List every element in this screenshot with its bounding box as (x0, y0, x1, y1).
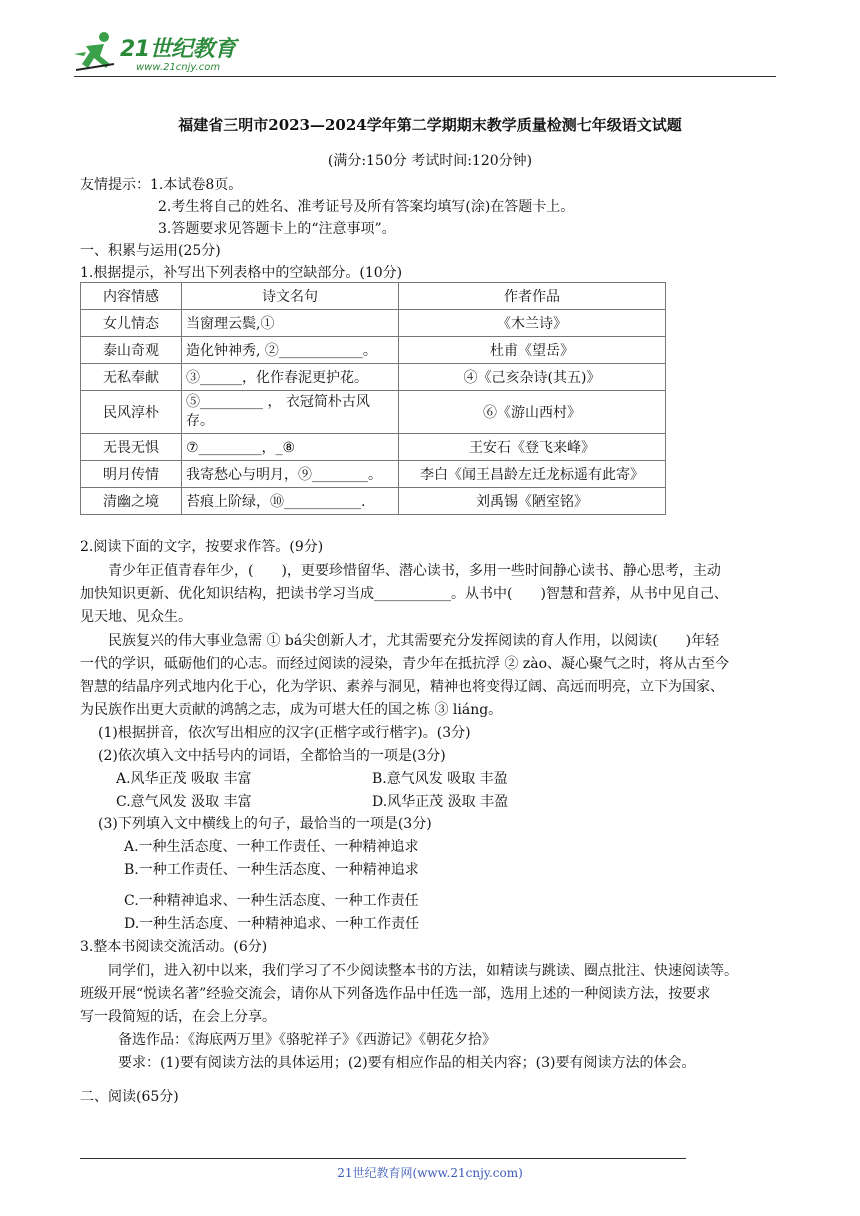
table-cell: ③______，化作春泥更护花。 (182, 364, 399, 391)
table-cell: 女儿情态 (81, 310, 182, 337)
table-row (81, 310, 666, 337)
header-divider (74, 76, 776, 77)
q2-para1-line1: 青少年正值青春年少，( )，更要珍惜留华、潜心读书，多用一些时间静心读书、静心思考，主动 (108, 563, 721, 579)
site-logo (74, 30, 244, 78)
q2-option-a: A.风华正茂 吸取 丰富 (116, 771, 252, 787)
table-cell: ⑤_________ ， 衣冠简朴古风存。 (182, 391, 399, 434)
exam-subtitle: (满分:150分 考试时间:120分钟) (327, 153, 533, 169)
table-cell: 明月传情 (81, 461, 182, 488)
table-row (81, 337, 666, 364)
table-cell: 无畏无惧 (81, 434, 182, 461)
poem-table (80, 282, 666, 515)
q2-para2-line1: 民族复兴的伟大事业急需 ① bá尖创新人才，尤其需要充分发挥阅读的育人作用，以阅读( )年轻 (108, 633, 720, 649)
q2-sub3-option-d: D.一种生活态度、一种精神追求、一种工作责任 (124, 916, 420, 932)
q3-line3: 写一段简短的话，在会上分享。 (80, 1009, 276, 1025)
table-header-row (81, 283, 666, 310)
q2-option-b: B.意气风发 吸取 丰盈 (372, 771, 508, 787)
logo-url: www.21cnjy.com (136, 62, 221, 73)
q2-para1-line3: 见天地、见众生。 (80, 609, 192, 625)
q2-para2-line2: 一代的学识，砥砺他们的心志。而经过阅读的浸染，青少年在抵抗浮 ② zào、凝心聚气之时，将从古至今 (80, 656, 730, 672)
q2-para2-line4: 为民族作出更大贡献的鸿鹄之志，成为可堪大任的国之栋 ③ liáng。 (80, 702, 503, 718)
section-1-heading: 一、积累与运用(25分) (80, 243, 221, 259)
table-cell: 清幽之境 (81, 488, 182, 515)
footer-divider (80, 1158, 686, 1159)
table-cell: 造化钟神秀, ②____________。 (182, 337, 399, 364)
table-cell: 《木兰诗》 (399, 310, 666, 337)
q2-option-d: D.风华正茂 汲取 丰盈 (372, 794, 509, 810)
exam-title: 福建省三明市2023—2024学年第二学期期末教学质量检测七年级语文试题 (178, 116, 682, 134)
q2-option-c: C.意气风发 汲取 丰富 (116, 794, 252, 810)
table-header-cell: 作者作品 (399, 283, 666, 310)
q2-sub3-option-c: C.一种精神追求、一种生活态度、一种工作责任 (124, 893, 419, 909)
q3-works: 备选作品：《海底两万里》《骆驼祥子》《西游记》《朝花夕拾》 (118, 1032, 496, 1048)
table-row (81, 364, 666, 391)
tip-line-3: 3.答题要求见答题卡上的“注意事项”。 (158, 221, 396, 237)
q2-sub3-option-b: B.一种工作责任、一种生活态度、一种精神追求 (124, 862, 419, 878)
table-cell: 苔痕上阶绿，⑩___________. (182, 488, 399, 515)
table-cell: 王安石《登飞来峰》 (399, 434, 666, 461)
table-row (81, 461, 666, 488)
footer-link[interactable]: 21世纪教育网(www.21cnjy.com) (337, 1166, 523, 1180)
table-cell: 当窗理云鬓,① (182, 310, 399, 337)
q2-prompt: 2.阅读下面的文字，按要求作答。(9分) (80, 539, 324, 555)
table-cell: 民风淳朴 (81, 391, 182, 434)
q2-para1-line2: 加快知识更新、优化知识结构，把读书学习当成___________。从书中( )智慧和营养，从书中见自己、 (80, 586, 728, 602)
tip-line-2: 2.考生将自己的姓名、准考证号及所有答案均填写(涂)在答题卡上。 (158, 199, 575, 215)
table-cell: 李白《闻王昌龄左迁龙标遥有此寄》 (399, 461, 666, 488)
table-row (81, 434, 666, 461)
q2-sub2: (2)依次填入文中括号内的词语，全都恰当的一项是(3分) (98, 748, 446, 764)
q2-sub3-option-a: A.一种生活态度、一种工作责任、一种精神追求 (124, 839, 419, 855)
table-row (81, 488, 666, 515)
runner-logo-icon (74, 30, 118, 76)
q3-requirements: 要求：(1)要有阅读方法的具体运用；(2)要有相应作品的相关内容；(3)要有阅读方法的体会。 (118, 1055, 696, 1071)
table-row (81, 391, 666, 434)
table-cell: ⑦_________，_⑧ (182, 434, 399, 461)
table-cell: 我寄愁心与明月，⑨________。 (182, 461, 399, 488)
q3-line2: 班级开展“悦读名著”经验交流会，请你从下列备选作品中任选一部，选用上述的一种阅读方法，按要求 (80, 986, 711, 1002)
table-cell: 无私奉献 (81, 364, 182, 391)
table-header-cell: 内容情感 (81, 283, 182, 310)
logo-text: 21世纪教育 (120, 37, 236, 62)
q2-sub1: (1)根据拼音，依次写出相应的汉字(正楷字或行楷字)。(3分) (98, 725, 471, 741)
table-cell: 刘禹锡《陋室铭》 (399, 488, 666, 515)
q3-prompt: 3.整本书阅读交流活动。(6分) (80, 939, 268, 955)
table-cell: ④《己亥杂诗(其五)》 (399, 364, 666, 391)
table-header-cell: 诗文名句 (182, 283, 399, 310)
table-cell: 泰山奇观 (81, 337, 182, 364)
q1-prompt: 1.根据提示，补写出下列表格中的空缺部分。(10分) (80, 265, 403, 281)
q2-sub3: (3)下列填入文中横线上的句子，最恰当的一项是(3分) (98, 816, 432, 832)
section-2-heading: 二、阅读(65分) (80, 1089, 179, 1105)
q3-line1: 同学们，进入初中以来，我们学习了不少阅读整本书的方法，如精读与跳读、圈点批注、快速阅读等。 (108, 963, 738, 979)
q2-para2-line3: 智慧的结晶序列式地内化于心，化为学识、素养与洞见，精神也将变得辽阔、高远而明亮，立下为国家、 (80, 679, 724, 695)
table-cell: 杜甫《望岳》 (399, 337, 666, 364)
table-cell: ⑥《游山西村》 (399, 391, 666, 434)
tip-line-1: 友情提示：1.本试卷8页。 (80, 177, 243, 193)
